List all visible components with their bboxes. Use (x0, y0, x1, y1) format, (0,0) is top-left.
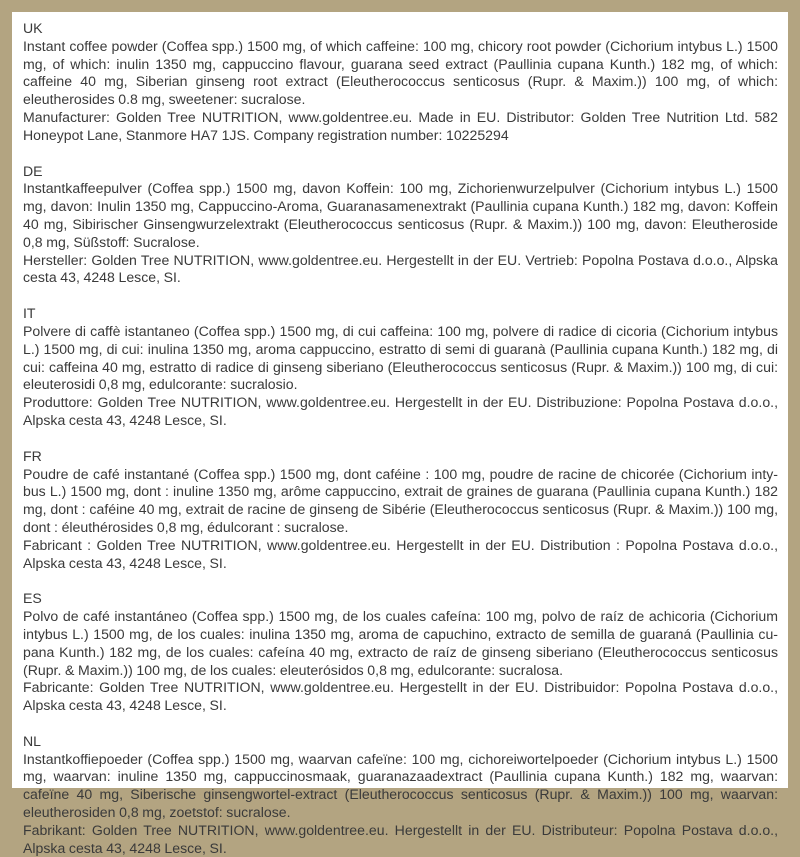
section-de (23, 163, 778, 288)
language-code: NL (23, 732, 42, 749)
ingredients-text: Polvere di caffè istantaneo (Coffea spp.) 1500 mg, di cui caffeina: 100 mg, polvere di radice di cicoria (Cichorium intybus L.) 1500 mg, di cui: inulina 1350 mg, aroma cappuccino, estratto di semi di guaranà (Paullinia cupana Kunth.) 182 mg, di cui: caffeina 40 mg, estratto di radice di ginseng siberiano (Eleutherococcus senticosus (Rupr. & Maxim.)) 100 mg, di cui: eleuterosidi 0,8 mg, edulcorante: sucralosio. (23, 322, 778, 393)
label-panel (12, 12, 788, 856)
manufacturer-text: Manufacturer: Golden Tree NUTRITION, www.goldentree.eu. Made in EU. Distributor: Golden Tree Nutrition Ltd. 582 Honeypot Lane, Stanmore HA7 1JS. Company registration number: 10225294 (23, 108, 778, 143)
language-code: UK (23, 20, 43, 36)
manufacturer-text: Fabrikant: Golden Tree NUTRITION, www.goldentree.eu. Hergestellt in der EU. Distributeur: Popolna Postava d.o.o., Alpska cesta 43, 4248 Lesce, SI. (23, 821, 778, 856)
section-es (23, 590, 778, 715)
ingredients-text: Instantkaffeepulver (Coffea spp.) 1500 mg, davon Koffein: 100 mg, Zichorienwurzelpulver (Cichorium intybus L.) 1500 mg, davon: Inulin 1350 mg, Cappuccino-Aroma, Guaranasamenextrakt (Paullinia cupana Kunth.) 182 mg, davon: Koffein 40 mg, Sibirischer Ginsengwurzelextrakt (Eleutherococcus senticosus (Rupr. & Maxim.)) 100 mg, davon: Eleutheroside 0,8 mg, Süßstoff: Sucralose. (23, 180, 778, 250)
ingredients-text: Poudre de café instantané (Coffea spp.) 1500 mg, dont caféine : 100 mg, poudre de racine de chicorée (Cichorium intybus L.) 1500 mg, dont : inuline 1350 mg, arôme cappuccino, extrait de graines de guarana (Paullinia cupana Kunth.) 182 mg, dont : caféine 40 mg, extrait de racine de ginseng de Sibérie (Eleutherococcus senticosus (Rupr. & Maxim.)) 100 mg, dont : éleuthérosides 0,8 mg, édulcorant : sucralose. (23, 465, 778, 535)
ingredients-text: Polvo de café instantáneo (Coffea spp.) 1500 mg, de los cuales cafeína: 100 mg, polvo de raíz de achicoria (Cichorium intybus L.) 1500 mg, de los cuales: inulina 1350 mg, aroma de capuchino, extracto de semilla de guaraná (Paullinia cupana Kunth.) 182 mg, de los cuales: cafeína 40 mg, extracto de raíz de ginseng siberiano (Eleutherococcus senticosus (Rupr. & Maxim.)) 100 mg, de los cuales: eleuterósidos 0,8 mg, edulcorante: sucralosa. (23, 608, 778, 678)
language-code: ES (23, 590, 42, 607)
manufacturer-text: Fabricante: Golden Tree NUTRITION, www.goldentree.eu. Hergestellt in der EU. Distribuidor: Popolna Postava d.o.o., Alpska cesta 43, 4248 Lesce, SI. (23, 679, 778, 714)
manufacturer-text: Produttore: Golden Tree NUTRITION, www.goldentree.eu. Hergestellt in der EU. Distribuzione: Popolna Postava d.o.o., Alpska cesta 43, 4248 Lesce, SI. (23, 394, 778, 428)
section-it (23, 305, 778, 430)
manufacturer-text: Fabricant : Golden Tree NUTRITION, www.goldentree.eu. Hergestellt in der EU. Distribution : Popolna Postava d.o.o., Alpska cesta 43, 4248 Lesce, SI. (23, 536, 778, 571)
section-fr (23, 448, 778, 573)
ingredients-text: Instantkoffiepoeder (Coffea spp.) 1500 mg, waarvan cafeïne: 100 mg, cichoreiwortelpoeder (Cichorium intybus L.) 1500 mg, waarvan: inuline 1350 mg, cappuccinosmaak, guaranazaadextract (Paullinia cupana Kunth.) 182 mg, waarvan: cafeïne 40 mg, Siberische ginsengwortel-extract (Eleutherococcus senticosus (Rupr. & Maxim.)) 100 mg, waarvan: eleutherosiden 0,8 mg, zoetstof: sucralose. (23, 750, 778, 821)
ingredients-text: Instant coffee powder (Coffea spp.) 1500 mg, of which caffeine: 100 mg, chicory root powder (Cichorium intybus L.) 1500 mg, of which: inulin 1350 mg, cappuccino flavour, guarana seed extract (Paullinia cupana Kunth.) 182 mg, of which: caffeine 40 mg, Siberian ginseng root extract (Eleutherococcus senticosus (Rupr. & Maxim.)) 100 mg, of which: eleutherosides 0.8 mg, sweetener: sucralose. (23, 37, 778, 108)
section-uk (23, 20, 778, 145)
language-code: FR (23, 447, 42, 464)
manufacturer-text: Hersteller: Golden Tree NUTRITION, www.goldentree.eu. Hergestellt in der EU. Vertrieb: Popolna Postava d.o.o., Alpska cesta 43, 4248 Lesce, SI. (23, 251, 778, 286)
language-code: IT (23, 305, 36, 322)
section-nl (23, 733, 778, 857)
language-code: DE (23, 162, 43, 179)
